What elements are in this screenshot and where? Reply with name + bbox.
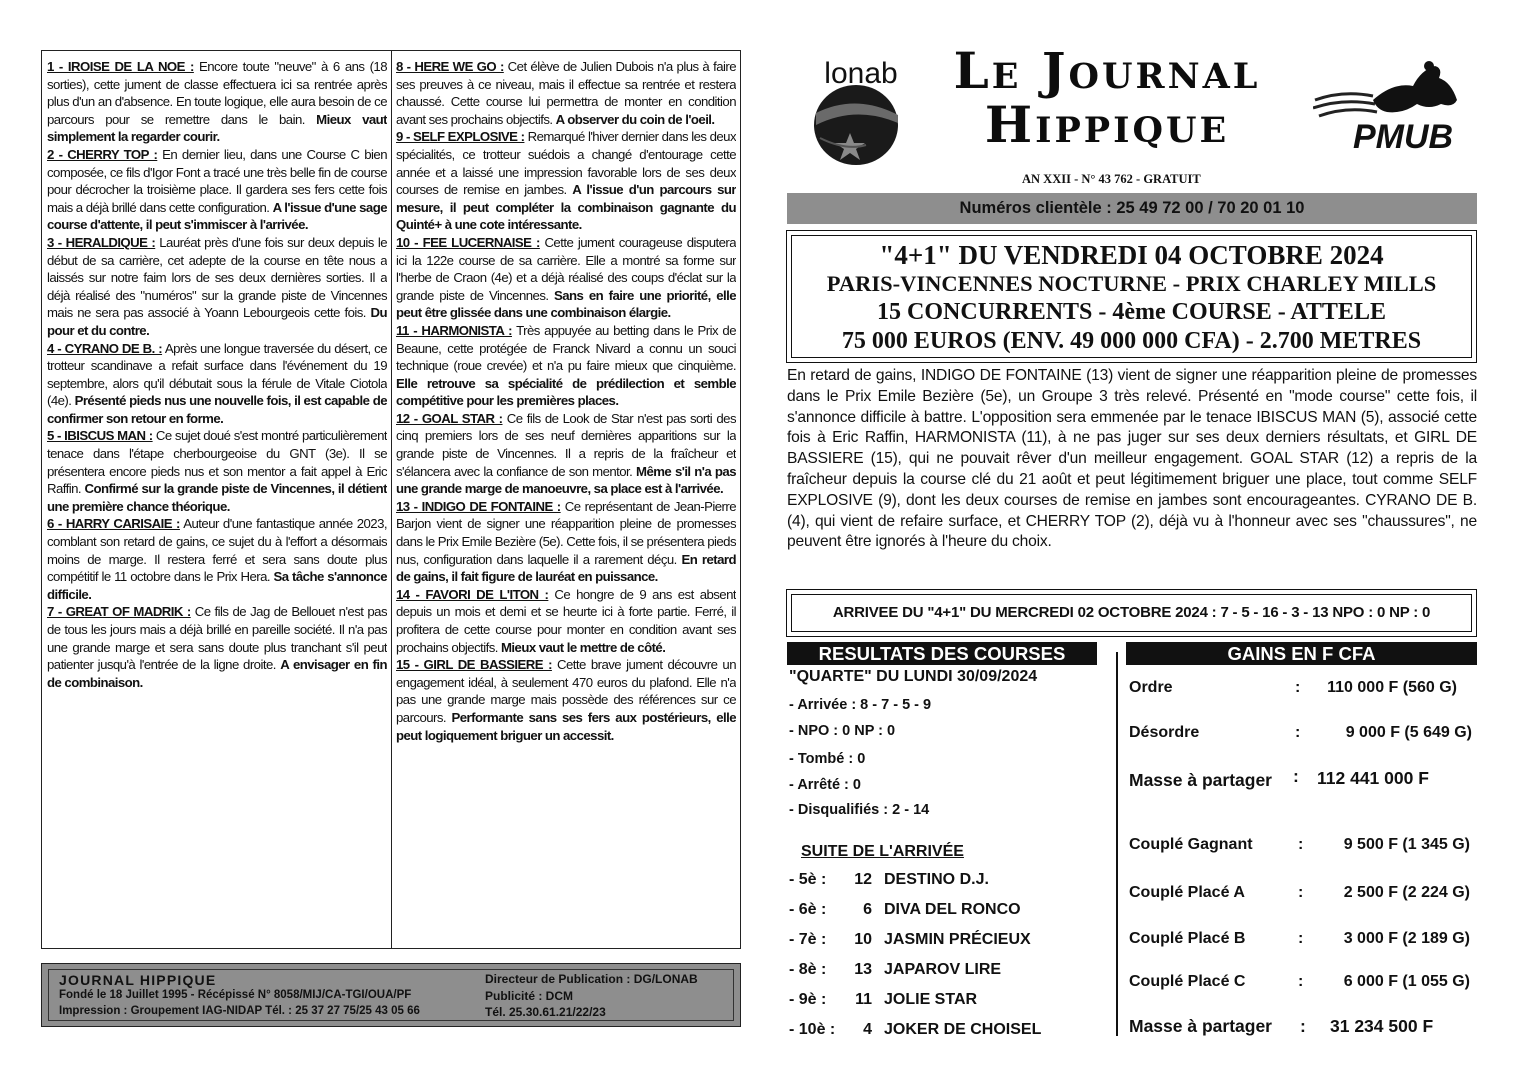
column-divider — [391, 51, 392, 948]
suite-horse: JOLIE STAR — [884, 991, 978, 1008]
result-line: - Arrivée : 8 - 7 - 5 - 9 — [789, 697, 932, 713]
suite-rank: - 8è : — [789, 961, 827, 978]
gain-value-desordre: 9 000 F (5 649 G) — [1345, 724, 1472, 741]
horse-entry-3: 3 - HERALDIQUE : Lauréat près d'une fois sur deux depuis le début de sa carrière, cet adepte de la course en tête nous a laissés sur notre faim lors de ses deux dernières sorties. Il a déjà réalisé des "numéros" sur la grande piste de Vincennes mais ne sera pas associé à Yoann Lebourgeois cette fois. Du pour et du contre. — [47, 234, 387, 338]
gain-value-couple-place-b: 3 000 F (2 189 G) — [1343, 930, 1470, 947]
lonab-wordmark: lonab — [824, 57, 898, 90]
horse-commentary-box — [41, 50, 741, 949]
suite-horse: DESTINO D.J. — [884, 871, 989, 888]
quarte-title: "QUARTE" DU LUNDI 30/09/2024 — [789, 668, 1038, 685]
horse-entry-15: 15 - GIRL DE BASSIERE : Cette brave jument découvre un engagement idéal, à seulement 470 euros du plafond. Elle n'a pas une grande marge mais possède des références sur ce parcours. Performante sans ses fers aux postérieurs, elle peut logiquement briguer un accessit. — [396, 657, 736, 743]
footer-advertising: Publicité : DCM — [485, 989, 574, 1003]
suite-number: 10 — [854, 931, 872, 948]
suite-rank: - 6è : — [789, 901, 827, 918]
commentary-column-right — [396, 58, 736, 946]
gain-colon: : — [1298, 930, 1304, 947]
horse-entry-1: 1 - IROISE DE LA NOE : Encore toute "neuve" à 6 ans (18 sorties), cette jument de classe effectuera ici sa rentrée après plus d'un an d'absence. En toute logique, elle aura besoin de ce parcours pour se remettre dans le bain. Mieux vaut simplement la regarder courir. — [47, 59, 387, 145]
suite-rank: - 7è : — [789, 931, 827, 948]
masthead-title — [922, 41, 1292, 154]
suite-horse: JOKER DE CHOISEL — [884, 1021, 1042, 1038]
suite-rank: - 9è : — [789, 991, 827, 1008]
result-line: - Disqualifiés : 2 - 14 — [789, 802, 930, 818]
race-title: "4+1" DU VENDREDI 04 OCTOBRE 2024 — [879, 240, 1384, 270]
result-line: - Arrêté : 0 — [789, 777, 861, 793]
suite-number: 12 — [854, 871, 872, 888]
result-line: - NPO : 0 NP : 0 — [789, 723, 896, 739]
pmub-wordmark: PMUB — [1352, 118, 1454, 155]
suite-number: 6 — [863, 901, 872, 918]
result-line: - Tombé : 0 — [789, 751, 866, 767]
gain-value-masse: 112 441 000 F — [1317, 768, 1429, 788]
horse-entry-11: 11 - HARMONISTA : Très appuyée au betting dans le Prix de Beaune, cette protégée de Franck Nivard a connu un souci technique (roue crevée) et n'a pu faire mieux que cinquième. Elle retrouve sa spécialité de prédilection et semble compétitive pour les premières places. — [396, 322, 736, 409]
results-divider — [1116, 652, 1118, 1036]
gain-colon: : — [1298, 973, 1304, 990]
gain-label-masse: Masse à partager — [1129, 770, 1272, 790]
gain-label-couple-place-c: Couplé Placé C — [1129, 973, 1246, 990]
suite-title: SUITE DE L'ARRIVÉE — [801, 843, 964, 860]
lonab-logo-icon — [806, 53, 916, 173]
footer-journal-name: JOURNAL HIPPIQUE — [59, 972, 217, 988]
publication-footer — [41, 963, 741, 1027]
gain-label-couple-place-a: Couplé Placé A — [1129, 884, 1245, 901]
gain-colon: : — [1295, 724, 1301, 741]
horse-entry-8: 8 - HERE WE GO : Cet élève de Julien Dubois n'a plus à faire ses preuves à ce niveau, mais il effectue sa rentrée et restera chaussé. Cette course lui permettra de monter en condition avant ses prochains objectifs. A observer du coin de l'oeil. — [396, 59, 736, 127]
footer-phone: Tél. 25.30.61.21/22/23 — [485, 1005, 606, 1019]
masthead-title-line2: Hippique — [984, 95, 1230, 154]
results-title: RESULTATS DES COURSES — [787, 642, 1097, 665]
horse-entry-6: 6 - HARRY CARISAIE : Auteur d'une fantastique année 2023, comblant son retard de gains, ce sujet du à l'effort a désormais moins de marge. Il restera ferré et sera sans doute plus compétitif le 11 octobre dans le Prix Hera. Sa tâche s'annonce difficile. — [47, 516, 387, 602]
gain-label-couple-place-b: Couplé Placé B — [1129, 930, 1246, 947]
footer-director: Directeur de Publication : DG/LONAB — [485, 972, 698, 986]
race-runners: 15 CONCURRENTS - 4ème COURSE - ATTELE — [877, 299, 1386, 325]
suite-horse: JASMIN PRÉCIEUX — [884, 931, 1031, 948]
race-header-box — [786, 230, 1477, 363]
gain-value-couple-place-c: 6 000 F (1 055 G) — [1343, 973, 1470, 990]
suite-horse: JAPAROV LIRE — [884, 961, 1002, 978]
horse-entry-13: 13 - INDIGO DE FONTAINE : Ce représentant de Jean-Pierre Barjon vient de signer une réapparition pleine de promesses dans le Prix Emile Bezière (5e). Cette fois, il se présentera pieds nus, configuration dans laquelle il a rarement déçu. En retard de gains, il fait figure de lauréat en puissance. — [396, 498, 736, 585]
horse-entry-7: 7 - GREAT OF MADRIK : Ce fils de Jag de Bellouet n'est pas de tous les jours mais a déjà brillé en pareille société. Il n'a pas une grande marge et sera sans doute plus tranchant s'il peut patienter jusqu'à l'entrée de la ligne droite. A envisager en fin de combinaison. — [47, 604, 387, 690]
arrival-banner — [786, 589, 1477, 637]
horse-entry-12: 12 - GOAL STAR : Ce fils de Look de Star n'est pas sorti des cinq premiers lors de ses neuf dernières apparitions sur la grande piste de Vincennes. Il a repris de la fraîcheur et s'élancera avec la confiance de son mentor. Même s'il n'a pas une grande marge de manoeuvre, sa place est à l'arrivée. — [396, 410, 736, 497]
horse-entry-5: 5 - IBISCUS MAN : Ce sujet doué s'est montré particulièrement tenace dans l'étape cherbourgeoise du GNT (3e). Il se présentera encore pieds nus et son mentor a fait appel à Eric Raffin. Confirmé sur la grande piste de Vincennes, il détient une première chance théorique. — [47, 428, 387, 514]
gain-colon: : — [1298, 884, 1304, 901]
gain-colon: : — [1300, 1016, 1306, 1036]
gain-label-desordre: Désordre — [1129, 724, 1200, 741]
horse-entry-2: 2 - CHERRY TOP : En dernier lieu, dans une Course C bien composée, ce fils d'Igor Font a tracé une très belle fin de course pour décrocher la troisième place. Il gardera ses fers cette fois mais a déjà brillé dans cette configuration. A l'issue d'une sage course d'attente, il peut s'immiscer à l'arrivée. — [47, 146, 387, 233]
gain-label-couple-gagnant: Couplé Gagnant — [1129, 836, 1253, 853]
suite-number: 4 — [863, 1021, 872, 1038]
race-summary: En retard de gains, INDIGO DE FONTAINE (13) vient de signer une réapparition pleine de promesses dans le Prix Emile Bezière (5e), un Groupe 3 très relevé. Présenté en "mode course" cette fois, il s'annonce difficile à battre. L'opposition sera emmenée par le tenace IBISCUS MAN (5), associé cette fois à Eric Raffin, HARMONISTA (11), à ne pas juger sur ses deux derniers résultats, et GIRL DE BASSIERE (15), qui ne pouvait rêver d'un meilleur engagement. GOAL STAR (12) a repris de la fraîcheur depuis la course clé du 21 août et peut légitimement briguer une place, tout comme SELF EXPLOSIVE (9), dont les deux courses de remise en jambes sont encourageantes. CYRANO DE B. (4), qui vient de refaire surface, et CHERRY TOP (2), déjà vu à l'honneur avec ses "chaussures", ne peuvent être ignorés à l'heure du choix. — [787, 367, 1477, 551]
edition-info: AN XXII - N° 43 762 - GRATUIT — [1022, 172, 1201, 186]
gain-colon: : — [1293, 766, 1299, 786]
suite-rank: - 5è : — [789, 871, 827, 888]
race-purse: 75 000 EUROS (ENV. 49 000 000 CFA) - 2.700 METRES — [841, 328, 1422, 354]
footer-printing: Impression : Groupement IAG-NIDAP Tél. : 25 37 27 75/25 43 05 66 — [59, 1005, 420, 1017]
horse-entry-14: 14 - FAVORI DE L'ITON : Ce hongre de 9 ans est absent depuis un mois et demi et se heurte ici à forte partie. Ferré, il profitera de cette course pour monter en condition avant ses prochains objectifs. Mieux vaut le mettre de côté. — [396, 586, 736, 655]
footer-inner-frame — [48, 969, 734, 1021]
footer-founded: Fondé le 18 Juillet 1995 - Récépissé N° 8058/MIJ/CA-TGI/OUA/PF — [59, 989, 412, 1001]
gain-label-masse-couple: Masse à partager — [1129, 1016, 1272, 1036]
horse-entry-9: 9 - SELF EXPLOSIVE : Remarqué l'hiver dernier dans les deux spécialités, ce trotteur suédois a changé d'entourage cette année et a laissé une impression favorable lors de ses deux courses de remise en jambes. A l'issue d'un parcours sur mesure, il peut compléter la combinaison gagnante du Quinté+ à une cote intéressante. — [396, 129, 736, 233]
gain-value-couple-gagnant: 9 500 F (1 345 G) — [1343, 836, 1470, 853]
pmub-logo-icon — [1313, 60, 1465, 155]
suite-horse: DIVA DEL RONCO — [884, 901, 1021, 918]
suite-number: 13 — [854, 961, 872, 978]
gain-colon: : — [1298, 836, 1304, 853]
arrival-text: ARRIVEE DU "4+1" DU MERCREDI 02 OCTOBRE 2024 : 7 - 5 - 16 - 3 - 13 NPO : 0 NP : 0 — [791, 594, 1472, 632]
masthead-title-line1: Le Journal — [953, 41, 1261, 100]
gain-value-ordre: 110 000 F (560 G) — [1327, 679, 1457, 696]
commentary-column-left — [47, 58, 387, 946]
race-header-inner — [791, 235, 1472, 358]
race-venue: PARIS-VINCENNES NOCTURNE - PRIX CHARLEY MILLS — [826, 271, 1437, 296]
suite-rank: - 10è : — [789, 1021, 836, 1038]
horse-entry-10: 10 - FEE LUCERNAISE : Cette jument courageuse disputera ici la 122e course de sa carrière. Elle a montré sa forme sur l'herbe de Craon (4e) et a déjà réalisé des coups d'éclat sur la grande piste de Vincennes. Sans en faire une priorité, elle peut être glissée dans une combinaison élargie. — [396, 234, 736, 321]
customer-phone-bar: Numéros clientèle : 25 49 72 00 / 70 20 01 10 — [787, 193, 1477, 224]
suite-number: 11 — [855, 991, 872, 1008]
gain-value-couple-place-a: 2 500 F (2 224 G) — [1343, 884, 1470, 901]
horse-entry-4: 4 - CYRANO DE B. : Après une longue traversée du désert, ce trotteur scandinave a refait surface dans l'événement du 19 septembre, alors qu'il débutait sous la férule de Vitale Ciotola (4e). Présenté pieds nus une nouvelle fois, il est capable de confirmer son retour en forme. — [47, 340, 387, 426]
gain-colon: : — [1295, 679, 1301, 696]
gains-title: GAINS EN F CFA — [1126, 642, 1477, 665]
gain-value-masse-couple: 31 234 500 F — [1330, 1016, 1434, 1036]
gain-label-ordre: Ordre — [1129, 679, 1173, 696]
